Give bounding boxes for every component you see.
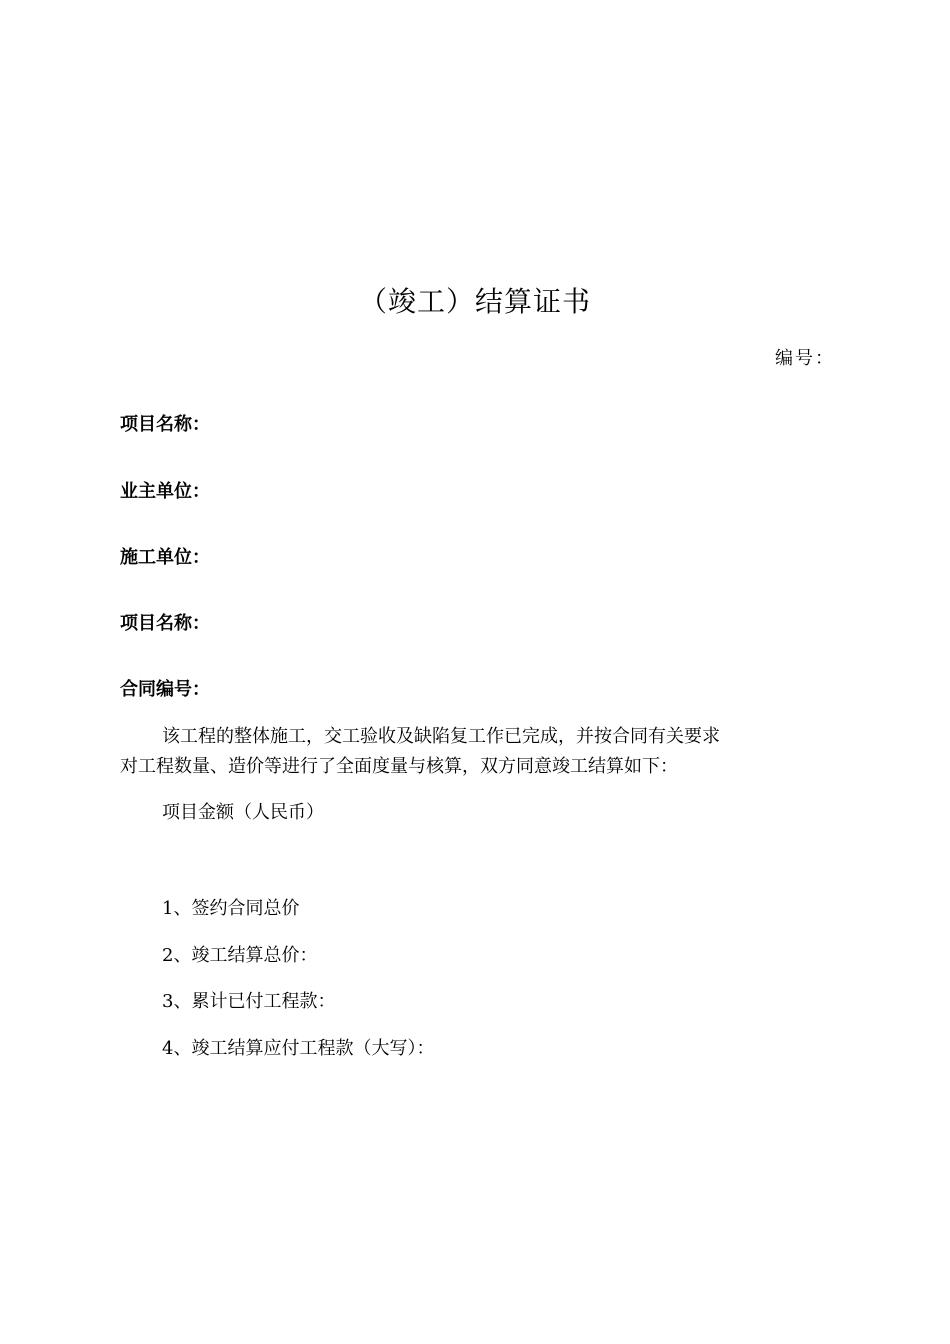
contract-number-label: 合同编号： [120, 679, 210, 700]
paragraph-line-2: 对工程数量、造价等进行了全面度量与核算，双方同意竣工结算如下： [120, 756, 678, 777]
document-title: （竣工）结算证书 [358, 285, 591, 318]
project-name-label-2: 项目名称： [120, 613, 210, 634]
project-name-label: 项目名称： [120, 414, 210, 435]
list-item: 1、签约合同总价 [162, 898, 300, 919]
paragraph-line-1: 该工程的整体施工，交工验收及缺陷复工作已完成，并按合同有关要求 [162, 726, 720, 747]
construction-unit-label: 施工单位： [120, 547, 210, 568]
list-item: 4、竣工结算应付工程款（大写）： [162, 1038, 435, 1059]
settlement-paragraph [120, 722, 810, 782]
project-amount-label: 项目金额（人民币） [162, 802, 324, 823]
list-item: 3、累计已付工程款： [162, 991, 336, 1012]
list-item: 2、竣工结算总价： [162, 945, 318, 966]
document-number-label: 编号： [775, 348, 835, 369]
owner-unit-label: 业主单位： [120, 481, 210, 502]
